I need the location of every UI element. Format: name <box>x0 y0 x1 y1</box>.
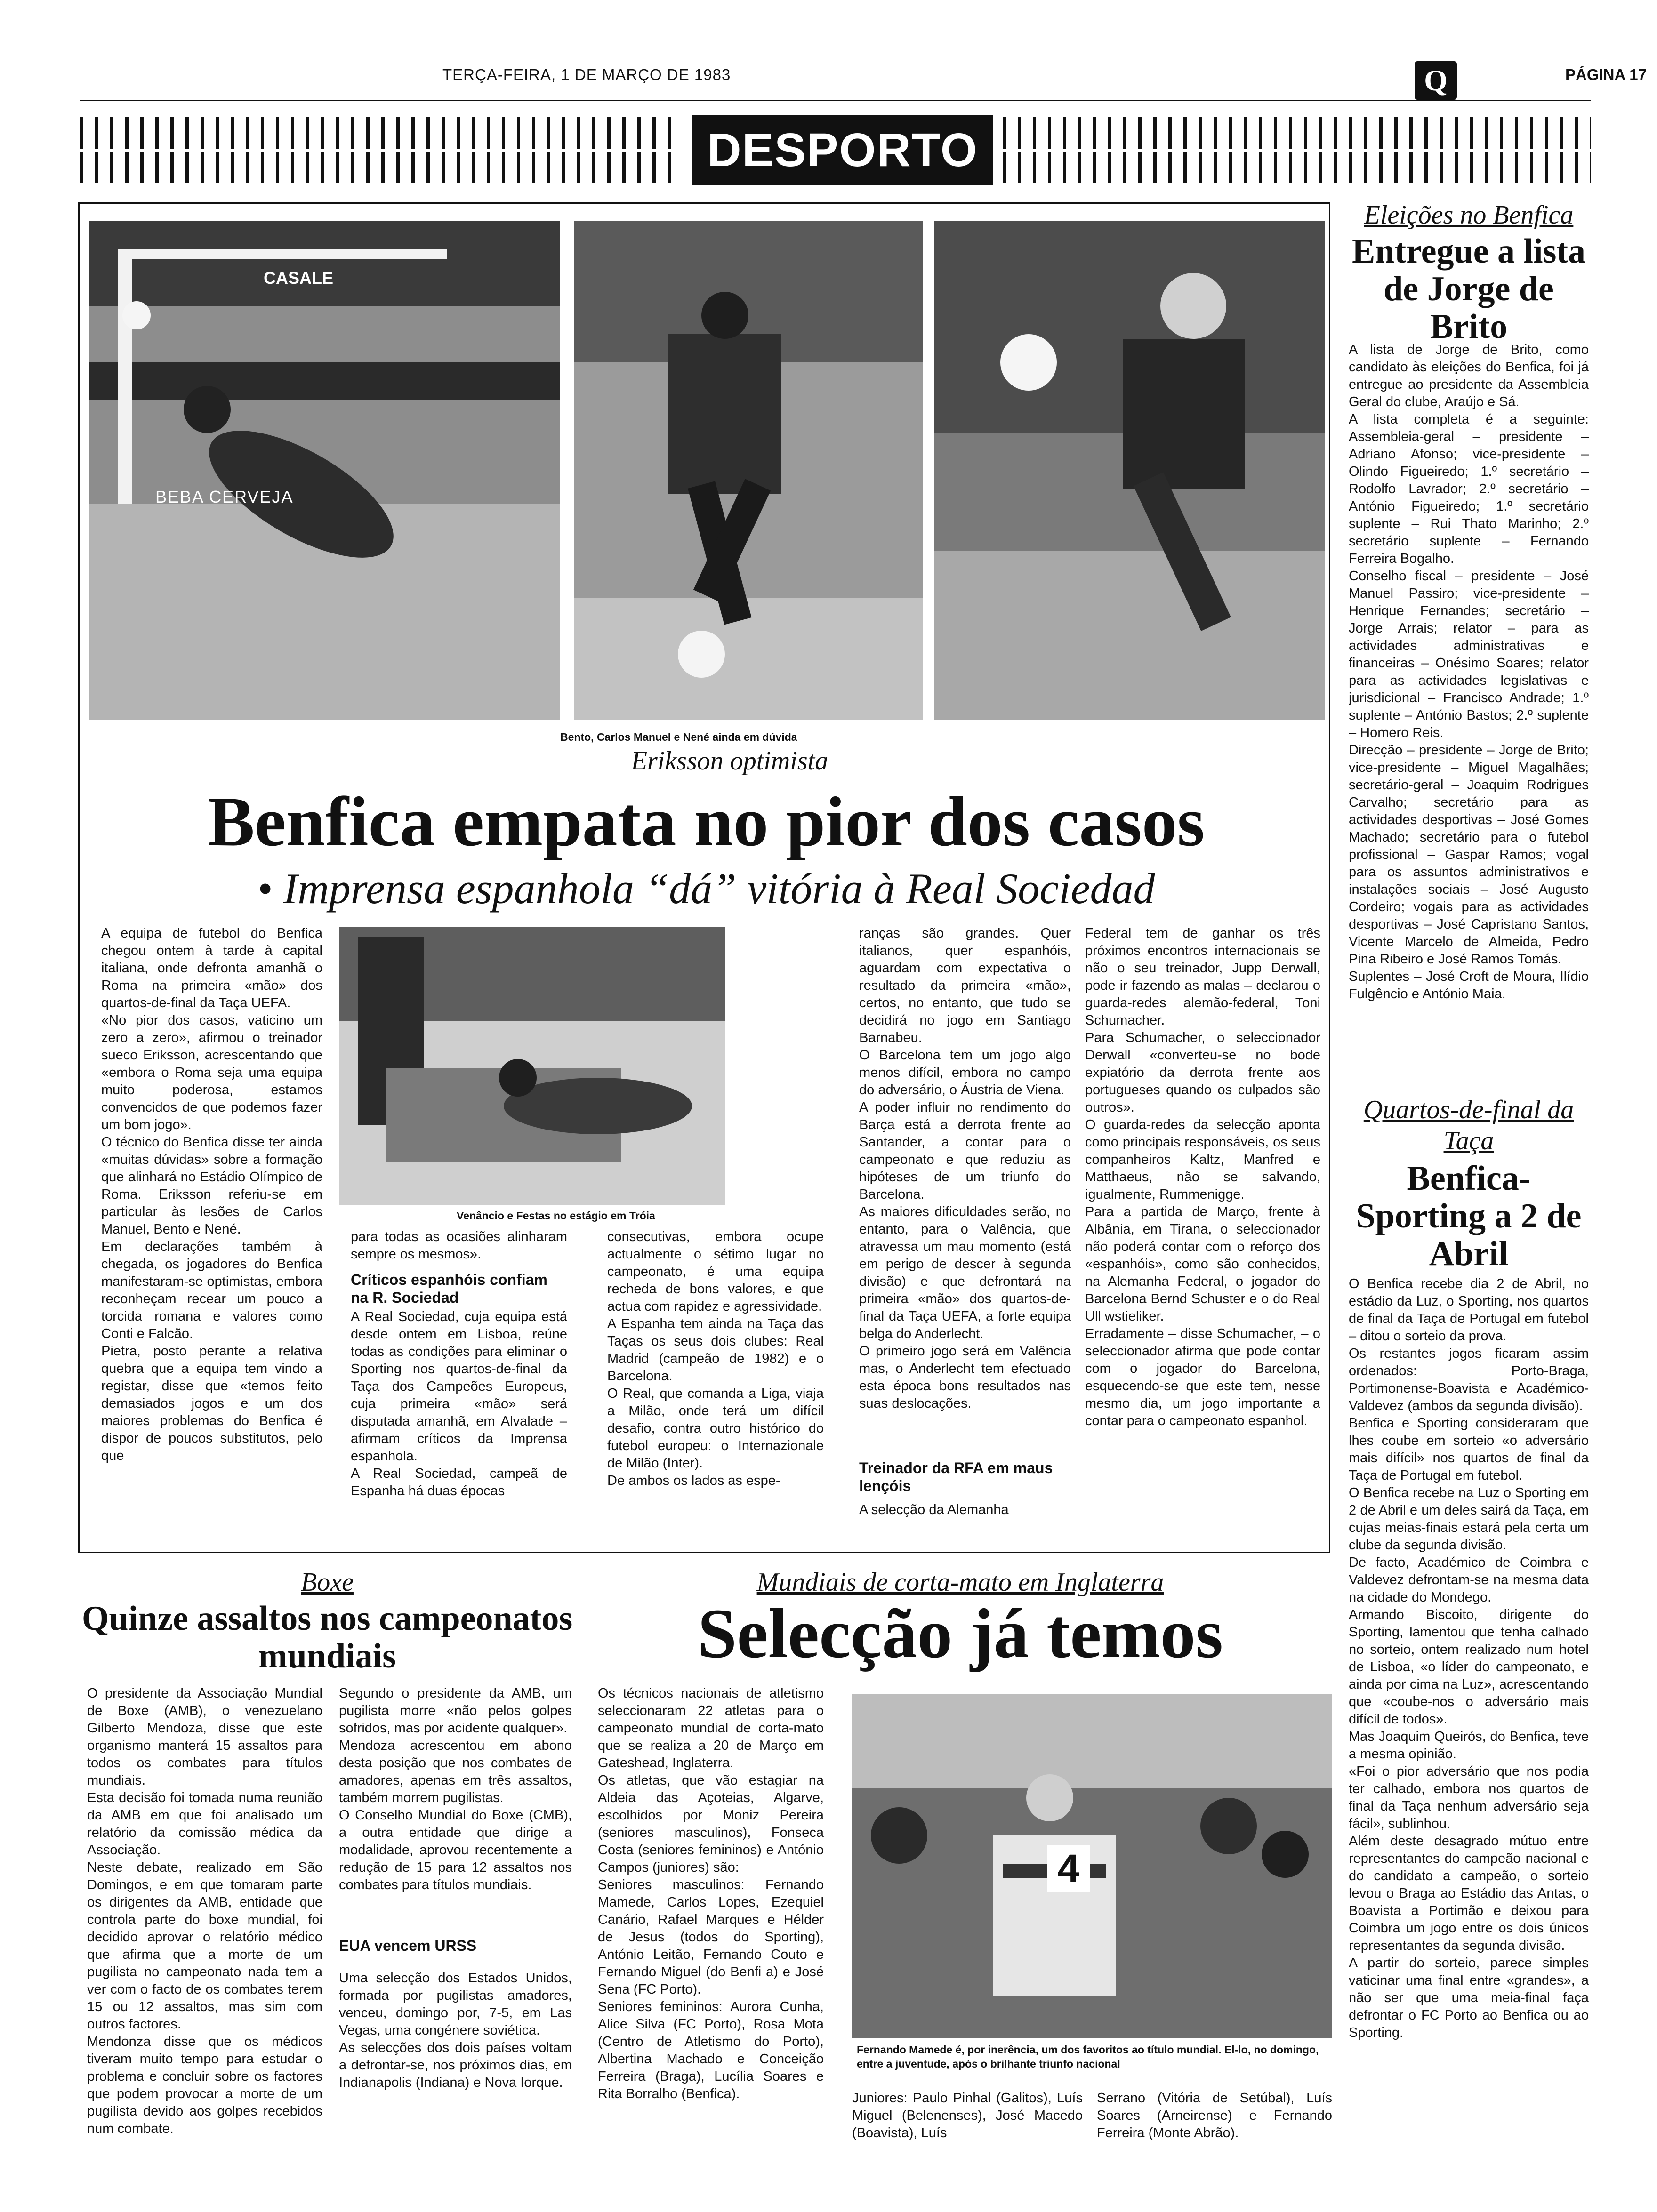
main-subhead <box>89 864 1323 914</box>
quartos-headline: Benfica-Sporting a 2 de Abril <box>1356 1159 1582 1273</box>
main-col-3: consecutivas, embora ocupe actualmente o sétimo lugar no campeonato, é uma equipa recheda de bons valores, e que actua com rapidez e agressividade. A Espanha tem ainda na Taça das Taças os seus dois clubes: Real Madrid (campeão de 1982) e o Barcelona. O Real, que comanda a Liga, viaja a Milão, onde terá um difícil desafio, contra outro histórico do futebol europeu: o Internazionale de Milão (Inter). De ambos os lados as espe- <box>607 1229 824 1488</box>
photo-player-running <box>934 221 1325 720</box>
main-col-2-text: para todas as ocasiões alinharam sempre os mesmos». <box>351 1229 567 1262</box>
boxe-col-2-subhead: EUA vencem URSS <box>339 1937 477 1954</box>
quartos-kicker: Quartos-de-final da Taça <box>1363 1095 1574 1155</box>
main-col-1: A equipa de futebol do Benfica chegou ontem à tarde à capital italiana, onde defronta amanhã o Roma na primeira «mão» dos quartos-de-final da Taça UEFA. «No pior dos casos, vaticino um zero a zero», afirmou o treinador sueco Eriksson, acrescentando que «embora o Roma seja uma equipa muito poderosa, estamos convencidos de que podemos fazer um bom jogo». O técnico do Benfica disse ter ainda «muitas dúvidas» sobre a formação que alinhará no Estádio Olímpico de Roma. Eriksson referiu-se em particular às lesões de Carlos Manuel, Bento e Nené. Em declarações também à chegada, os jogadores do Benfica manifestaram-se optimistas, embora reconheçam recear um pouco a torcida romana e valores como Conti e Falcão. Pietra, posto perante a relativa quebra que a equipa tem vindo a registar, disse que «temos feito demasiados jogos e um dos maiores problemas do Benfica é dispor de poucos substitutos, pelo que <box>101 926 322 1463</box>
cortamato-col-2: Juniores: Paulo Pinhal (Galitos), Luís Miguel (Belenenses), José Macedo (Boavista), Luís <box>852 2091 1083 2140</box>
main-col-5: Federal tem de ganhar os três próximos encontros internacionais se não o seu treinador, Jupp Derwall, pode ir fazendo as malas – declarou o guarda-redes alemão-federal, Toni Schumacher. Para Schumacher, o seleccionador Derwall «converteu-se no bode expiatório da derrota frente aos portugueses quando os culpados são outros». O guarda-redes da selecção aponta como principais responsáveis, os seus companheiros Kaltz, Manfred e Matthaeus, não se salvando, igualmente, Rummenigge. Para a partida de Março, frente à Albânia, em Tirana, o seleccionador não poderá contar com o reforço dos «espanhóis», como são conhecidos, na Alemanha Federal, o jogador do Barcelona Bernd Schuster e o do Real Ull wstieliker. Erradamente – disse Schumacher, – o seleccionador afirma que pode contar com o jogador do Barcelona, esquecendo-se que este tem, nesse mesmo dia, um jogo importante a contar para o campeonato espanhol. <box>1085 926 1320 1428</box>
eleicoes-body: A lista de Jorge de Brito, como candidato às eleições do Benfica, foi já entregue ao presidente da Assembleia Geral do clube, Araújo e Sá. A lista completa é a seguinte: Assembleia-geral – presidente – Adriano Afonso; vice-presidente – Olindo Figueiredo; 1.º secretário – Rodolfo Lavrador; 2.º secretário – António Figueiredo; 1.º secretário suplente – Rui Thato Marinho; 2.º secretário suplente – Fernando Ferreira Bogalho. Conselho fiscal – presidente – José Manuel Passiro; vice-presidente – Henrique Fernandes; secretário – Jorge Arrais; relator – para as actividades administrativas e financeiras – Onésimo Soares; relator para as actividades legislativas e jurisdicional – Francisco Andrade; 1.º suplente – António Bastos; 2.º suplente – Homero Reis. Direcção – presidente – Jorge de Brito; vice-presidente – Miguel Magalhães; secretário-geral – Joaquim Rodrigues Carvalho; secretário para as actividades desportivas – José Gomes Machado; secretário para o futebol profissional – Gaspar Ramos; vogal para os assuntos administrativos e instalações sociais – José Augusto Cordeiro; vogais para as actividades desportivas – José Capristano Santos, Vicente Marcelo de Almeida, Pedro Pina Ribeiro e José Ramos Tomás. Suplentes – José Croft de Moura, Ilídio Fulgêncio e António Maia. <box>1349 342 1589 1002</box>
boxe-col-2: Segundo o presidente da AMB, um pugilista morre «não pelos golpes sofridos, mas por acidente qualquer». Mendoza acrescentou em abono desta posição que nos combates de amadores, apenas em três assaltos, também morrem pugilistas. O Conselho Mundial do Boxe (CMB), a outra entidade que dirige a modalidade, aprovou recentemente a redução de 15 para 12 assaltos nos combates para títulos mundiais. <box>339 1686 572 1892</box>
newspaper-logo-icon: Q <box>1415 61 1457 100</box>
boxe-col-2-text2: Uma selecção dos Estados Unidos, formada por pugilistas amadores, venceu, domingo por, 7-5, em Las Vegas, uma congénere soviética. As selecções dos dois países voltam a defrontar-se, nos próximos dias, em Indianapolis (Indiana) e Nova Iorque. <box>339 1971 572 2090</box>
photo-goalkeeper-dive <box>89 221 560 720</box>
page-label: PÁGINA 17 <box>1565 66 1647 83</box>
main-col-2-subhead: Críticos espanhóis confiam na R. Sociedad <box>351 1271 547 1306</box>
photo-caption-bottom: Fernando Mamede é, por inerência, um dos favoritos ao título mundial. El-lo, no domingo, entre a juventude, após o brilhante triunfo nacional <box>857 2044 1319 2070</box>
sign-beba-cerveja: BEBA CERVEJA <box>155 487 294 506</box>
section-title: DESPORTO <box>692 115 993 185</box>
dateline: TERÇA-FEIRA, 1 DE MARÇO DE 1983 <box>442 66 731 83</box>
masthead-rule <box>80 100 1591 101</box>
boxe-headline: Quinze assaltos nos campeonatos mundiais <box>81 1599 573 1675</box>
cortamato-col-1: Os técnicos nacionais de atletismo seleccionaram 22 atletas para o campeonato mundial de corta-mato que se realiza a 20 de Março em Gateshead, Inglaterra. Os atletas, que vão estagiar na Aldeia das Açoteias, Algarve, escolhidos por Moniz Pereira (seniores masculinos), Fonseca Costa (seniores femininos) e António Campos (juniores) são: Seniores masculinos: Fernando Mamede, Carlos Lopes, Ezequiel Canário, Rafael Marques e Hélder de Jesus (todos do Sporting), António Leitão, Fernando Couto e Fernando Miguel (do Benfi a) e José Sena (FC Porto). Seniores femininos: Aurora Cunha, Alice Silva (FC Porto), Rosa Mota (Centro de Atletismo do Porto), Albertina Machado e Conceição Ferreira (Braga), Lucília Soares e Rita Borralho (Benfica). <box>598 1686 824 2101</box>
photo-caption-inset: Venâncio e Festas no estágio em Tróia <box>457 1210 655 1222</box>
bullet-icon: • <box>257 865 283 913</box>
main-col-2-text2: A Real Sociedad, cuja equipa está desde ontem em Lisboa, reúne todas as condições para eliminar o Sporting nos quartos-de-final da Taça dos Campeões Europeus, cuja primeira «mão» será disputada amanhã, em Alvalade – afirmam críticos da Imprensa espanhola. A Real Sociedad, campeã de Espanha há duas épocas <box>351 1309 567 1499</box>
main-subhead-text: Imprensa espanhola “dá” vitória à Real Sociedad <box>283 865 1155 913</box>
photo-caption-top: Bento, Carlos Manuel e Nené ainda em dúvida <box>560 731 797 743</box>
cortamato-kicker: Mundiais de corta-mato em Inglaterra <box>756 1568 1164 1597</box>
main-headline: Benfica empata no pior dos casos <box>207 783 1205 861</box>
cortamato-headline: Selecção já temos <box>697 1595 1223 1673</box>
eleicoes-kicker: Eleições no Benfica <box>1364 200 1574 230</box>
boxe-kicker: Boxe <box>301 1568 354 1597</box>
quartos-body: O Benfica recebe dia 2 de Abril, no estádio da Luz, o Sporting, nos quartos de final da Taça de Portugal em futebol – ditou o sorteio da prova. Os restantes jogos ficaram assim ordenados: Porto-Braga, Portimonense-Boavista e Académico-Valdevez (ambos da segunda divisão). Benfica e Sporting consideraram que lhes coube em sorteio «o adversário mais difícil» nos quartos de final da Taça de Portugal em futebol. O Benfica recebe na Luz o Sporting em 2 de Abril e um deles sairá da Taça, em cujas meias-finais estará pela certa um clube da segunda divisão. De facto, Académico de Coimbra e Valdevez defrontam-se na mesma data na cidade do Mondego. Armando Biscoito, dirigente do Sporting, lamentou que tenha calhado no sorteio, ontem realizado num hotel de Lisboa, «o líder do campeonato, e ainda por cima na Luz», acrescentando que «coube-nos o adversário mais difícil de todos». Mas Joaquim Queirós, do Benfica, teve a mesma opinião. «Foi o pior adversário que nos podia ter calhado, embora nos quartos de final da Taça nenhum adversário seja fácil», sublinhou. Além deste desagrado mútuo entre representantes do campeão nacional e do candidato a campeão, o sorteio levou o Braga ao Estádio das Antas, o Boavista a Portimão e deixou para Coimbra um jogo entre os dois únicos representantes da segunda divisão. A partir do sorteio, parece simples vaticinar uma final entre «grandes», a não ser que uma meia-final faça defrontar o FC Porto ao Benfica ou ao Sporting. <box>1349 1276 1589 2040</box>
main-col-4-text: ranças são grandes. Quer italianos, quer espanhóis, aguardam com expectativa o resultado da primeira «mão», certos, no entanto, que tudo se decidirá no jogo em Santiago Barnabeu. O Barcelona tem um jogo algo menos difícil, embora no campo do adversário, o Áustria de Viena. A poder influir no rendimento do Barça está a derrota frente ao Santander, a contar para o campeonato e que reduziu as hipóteses de um triunfo do Barcelona. As maiores dificuldades serão, no entanto, para o Valência, que atravessa um mau momento (está em perigo de descer à segunda divisão) e que defrontará na primeira «mão» dos quartos-de-final da Taça UEFA, a forte equipa belga do Anderlecht. O primeiro jogo será em Valência mas, o Anderlecht tem efectuado esta época bons resultados nas suas deslocações. <box>859 926 1071 1411</box>
eleicoes-headline: Entregue a lista de Jorge de Brito <box>1351 232 1586 346</box>
boxe-col-1: O presidente da Associação Mundial de Boxe (AMB), o venezuelano Gilberto Mendoza, disse que este organismo manterá 15 assaltos para todos os combates para títulos mundiais. Esta decisão foi tomada numa reunião da AMB em que foi analisado um relatório da comissão médica da Associação. Neste debate, realizado em São Domingos, e em que tomaram parte os dirigentes da AMB, entidade que controla parte do boxe mundial, foi decidido aprovar o relatório médico que afirma que a morte de um pugilista no campeonato nada tem a ver com o facto de os combates terem 15 ou 12 assaltos, mas sim com outros factores. Mendonza disse que os médicos tiveram muito tempo para estudar o problema e concluir sobre os factores que podem provocar a morte de um pugilista devido aos golpes recebidos num combate. <box>87 1686 322 2136</box>
photo-player-kicking <box>574 221 923 720</box>
main-col-4-text2: A selecção da Alemanha <box>859 1502 1009 1517</box>
sign-casale: CASALE <box>264 268 334 288</box>
main-kicker: Eriksson optimista <box>631 746 828 776</box>
runner-bib-number: 4 <box>1047 1845 1090 1892</box>
main-col-4-subhead: Treinador da RFA em maus lençóis <box>859 1459 1053 1494</box>
cortamato-col-3: Serrano (Vitória de Setúbal), Luís Soares (Arneirense) e Fernando Ferreira (Monte Abrão). <box>1097 2091 1332 2140</box>
photo-fernando-mamede <box>852 1694 1332 2038</box>
photo-venancio-festas <box>339 927 725 1205</box>
